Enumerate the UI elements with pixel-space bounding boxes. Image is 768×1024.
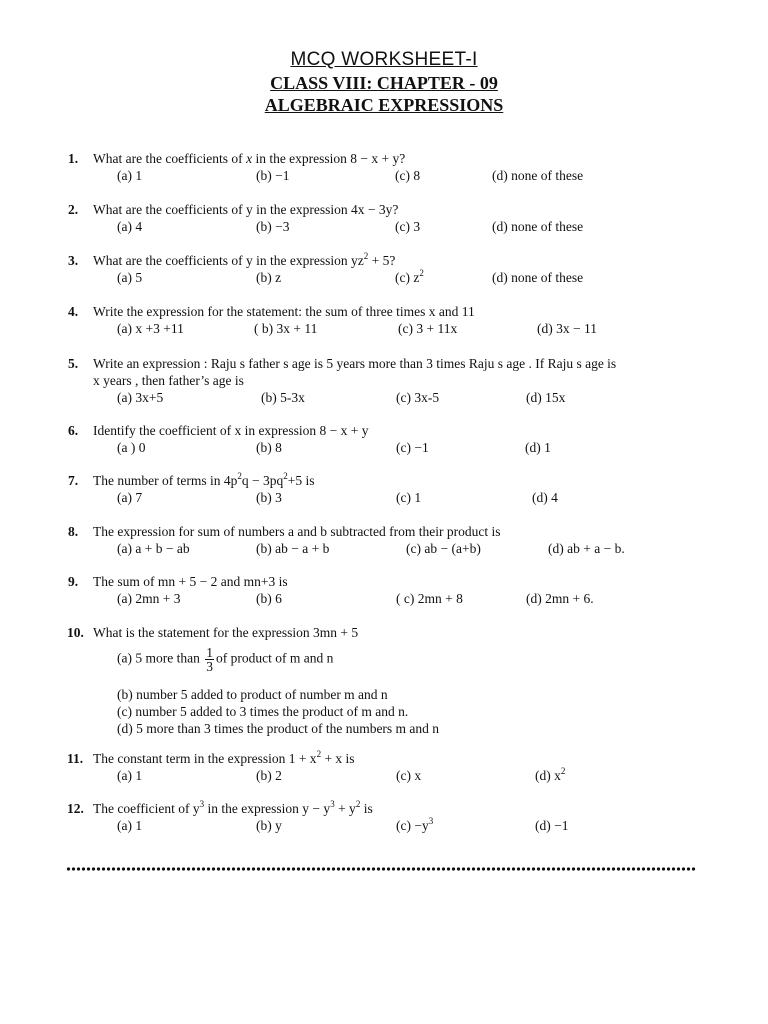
question-3 [68,253,708,287]
question-text: The number of terms in $4p^2q - 3pq^2+5$ is [93,471,315,488]
question-number: 6. [68,423,79,438]
question-number: 8. [68,524,79,539]
question-number: 3. [68,253,79,268]
option-d: (d) 5 more than 3 times the product of the numbers m and n [117,721,440,736]
question-9 [68,574,708,608]
option-c: (c) 1 [396,490,422,505]
option-a: (a) 4 [117,219,143,234]
option-b: (b) 8 [256,440,282,455]
option-d: (d) none of these [492,270,584,285]
option-d: (d) 15x [526,390,566,405]
option-a: (a) 1 [117,818,143,833]
option-c: (c) 3x-5 [396,390,440,405]
option-c: ( c) 2mn + 8 [396,591,463,606]
option-d: (d) none of these [492,168,584,183]
question-11 [68,751,708,785]
question-number: 4. [68,304,79,319]
question-12 [68,801,708,835]
question-6 [68,423,708,457]
option-b: (b) 5-3x [261,390,305,405]
option-b: (b) 6 [256,591,282,606]
question-text: What is the statement for the expression 3mn + 5 [93,625,359,640]
question-number: 11. [67,751,84,766]
option-b: (b) −3 [256,219,290,234]
question-text: The expression for sum of numbers a and b subtracted from their product is [93,524,501,539]
option-c: (c) ab − (a+b) [406,541,481,556]
option-a: (a ) 0 [117,440,146,455]
option-b: (b) 3 [256,490,282,505]
option-a: (a) 7 [117,490,143,505]
dotted-divider [66,866,696,872]
option-c: (c) 3 [395,219,421,234]
question-number: 9. [68,574,79,589]
option-c: (c) 3 + 11x [398,321,458,336]
class-chapter-heading: CLASS VIII: CHAPTER - 09 [270,73,498,93]
question-5 [68,356,708,407]
option-b: (b) y [256,818,282,833]
option-d: (d) ab + a − b. [548,541,625,556]
option-c: (c) number 5 added to 3 times the product of m and n. [117,704,409,719]
question-text: Identify the coefficient of x in expression 8 − x + y [93,423,369,438]
option-a: (a) 2mn + 3 [117,591,181,606]
option-a: (a) 3x+5 [117,390,164,405]
question-number: 1. [68,151,79,166]
question-number: 10. [67,625,84,640]
question-text-continued: x years , then father’s age is [93,373,244,388]
option-d: (d) 1 [525,440,551,455]
question-text: Write the expression for the statement: the sum of three times x and 11 [93,304,475,319]
question-8 [68,524,708,558]
option-c: (c) 8 [395,168,421,183]
option-c: (c) $z^2$ [395,268,424,285]
question-10 [68,625,708,747]
option-a: (a) 5 [117,270,143,285]
question-text: What are the coefficients of y in the expression 4x − 3y? [93,202,399,217]
option-d: (d) −1 [535,818,569,833]
question-1 [68,151,708,185]
question-text: Write an expression : Raju s father s age is 5 years more than 3 times Raju s age . If Raju s age is [93,356,617,371]
option-b: (b) number 5 added to product of number m and n [117,687,388,702]
option-b: (b) 2 [256,768,282,783]
option-d: (d) none of these [492,219,584,234]
question-text: The constant term in the expression $1 + x^2 + x$ is [93,749,355,766]
question-number: 7. [68,473,79,488]
option-b: ( b) 3x + 11 [254,321,318,336]
option-c: (c) −1 [396,440,429,455]
question-number: 2. [68,202,79,217]
option-a: (a) 1 [117,168,143,183]
question-2 [68,202,708,236]
option-d: (d) 2mn + 6. [526,591,594,606]
option-d: (d) 3x − 11 [537,321,597,336]
question-text: What are the coefficients of y in the expression $yz^2 + 5$? [93,251,396,268]
option-a: (a) a + b − ab [117,541,190,556]
fraction-one-third: $\frac{1}{3}$ [206,645,213,674]
option-a: (a) 1 [117,768,143,783]
option-c: (c) x [396,768,422,783]
option-c: $(c) -y^3$ [396,816,434,833]
option-b: (b) ab − a + b [256,541,330,556]
option-b: (b) −1 [256,168,290,183]
question-text: The sum of mn + 5 − 2 and mn+3 is [93,574,288,589]
option-b: (b) z [256,270,282,285]
question-4 [68,304,708,338]
option-d: (d) $x^2$ [535,766,566,783]
option-d: (d) 4 [532,490,558,505]
worksheet-title: MCQ WORKSHEET-I [290,49,478,70]
option-a: (a) 5 more than $\frac{1}{3}$ of product of m and n [117,645,334,674]
question-number: 12. [67,801,84,816]
option-a: (a) x +3 +11 [117,321,184,336]
question-7 [68,473,708,507]
question-text: What are the coefficients of x in the expression 8 − x + y? [93,151,406,166]
topic-heading: ALGEBRAIC EXPRESSIONS [264,95,504,115]
question-number: 5. [68,356,79,371]
question-text: The coefficient of $y^3$ in the expression $y - y^3 + y^2$ is [93,799,373,816]
